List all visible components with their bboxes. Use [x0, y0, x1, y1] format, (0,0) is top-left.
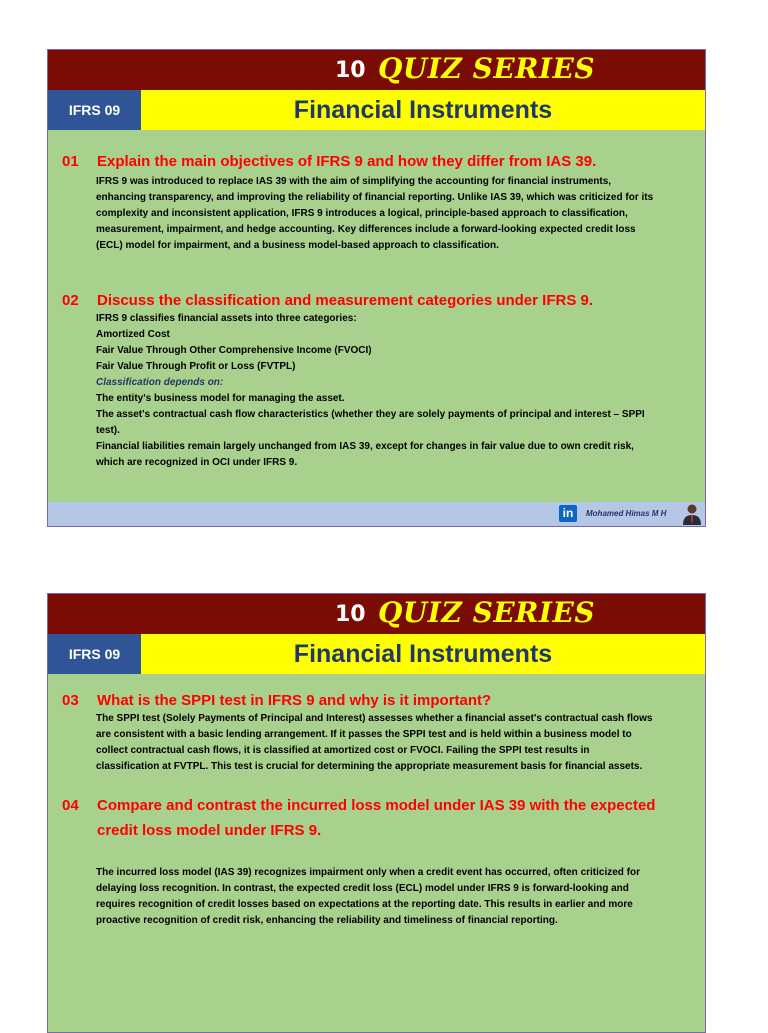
standard-tag: IFRS 09: [48, 90, 141, 130]
card-footer: [48, 502, 705, 526]
question-text: Explain the main objectives of IFRS 9 and how they differ from IAS 39.: [97, 153, 597, 170]
answer-04: The incurred loss model (IAS 39) recognizes impairment only when a credit event has occurred, often criticized for delaying loss recognition. In contrast, the expected credit loss (ECL) model under IFRS 9 is forward-looking and requires recognition of credit losses based on expectations at the reporting date. This results in earlier and more proactive recognition of credit risk, enhancing the reliability and timeliness of financial reporting.: [96, 867, 641, 926]
question-number: 04: [62, 797, 79, 814]
answer-01: IFRS 9 was introduced to replace IAS 39 with the aim of simplifying the accounting for financial instruments, enhancing transparency, and improving the reliability of financial reporting. Unlike IAS 39, which was criticized for its complexity and inconsistent application, IFRS 9 introduces a logical, principle-based approach to classification, measurement, impairment, and hedge accounting. Key differences include a forward-looking expected credit loss (ECL) model for impairment, and a business model-based approach to classification.: [96, 176, 654, 251]
question-text: Compare and contrast the incurred loss model under IAS 39 with the expected credit loss model under IFRS 9.: [97, 797, 656, 839]
answer-03: The SPPI test (Solely Payments of Principal and Interest) assesses whether a financial asset's contractual cash flows are consistent with a basic lending arrangement. If it passes the SPPI test and is held within a business model to collect contractual cash flows, it is classified at amortized cost or FVOCI. Failing the SPPI test results in classification at FVTPL. This test is crucial for determining the appropriate measurement basis for financial assets.: [96, 713, 653, 772]
question-text: What is the SPPI test in IFRS 9 and why is it important?: [97, 692, 492, 709]
question-03: [62, 690, 705, 711]
card-subheader: [48, 634, 705, 674]
standard-tag: IFRS 09: [48, 634, 141, 674]
card-subheader: [48, 90, 705, 130]
answer-emphasis: Classification depends on:: [96, 377, 224, 388]
answer-line: Amortized Cost: [96, 329, 170, 340]
linkedin-icon[interactable]: in: [559, 505, 577, 522]
card-header: [48, 50, 705, 90]
topic-title: Financial Instruments: [141, 634, 705, 674]
series-title: QUIZ SERIES: [378, 596, 596, 629]
topic-title: Financial Instruments: [141, 90, 705, 130]
question-number: 02: [62, 292, 79, 309]
quiz-card-1: [47, 49, 706, 527]
author-avatar: [680, 503, 704, 525]
answer-line: IFRS 9 classifies financial assets into three categories:: [96, 313, 357, 324]
answer-line: The entity's business model for managing the asset.: [96, 393, 345, 404]
series-number: 10: [335, 58, 366, 83]
question-04: [62, 793, 705, 843]
question-text: Discuss the classification and measurement categories under IFRS 9.: [97, 292, 594, 309]
series-title: QUIZ SERIES: [378, 52, 596, 85]
answer-02: [96, 311, 655, 471]
answer-line: Fair Value Through Other Comprehensive Income (FVOCI): [96, 345, 372, 356]
question-number: 03: [62, 692, 79, 709]
question-number: 01: [62, 153, 79, 170]
answer-line: Fair Value Through Profit or Loss (FVTPL): [96, 361, 296, 372]
card-header: [48, 594, 705, 634]
question-01: [62, 151, 705, 172]
series-number: 10: [335, 602, 366, 627]
quiz-card-2: [47, 593, 706, 1033]
answer-line: The asset's contractual cash flow characteristics (whether they are solely payments of principal and interest – SPPI test).: [96, 409, 645, 436]
question-02: [62, 290, 705, 311]
author-name: Mohamed Himas M H: [586, 509, 667, 518]
answer-line: Financial liabilities remain largely unchanged from IAS 39, except for changes in fair value due to own credit risk, which are recognized in OCI under IFRS 9.: [96, 441, 634, 468]
